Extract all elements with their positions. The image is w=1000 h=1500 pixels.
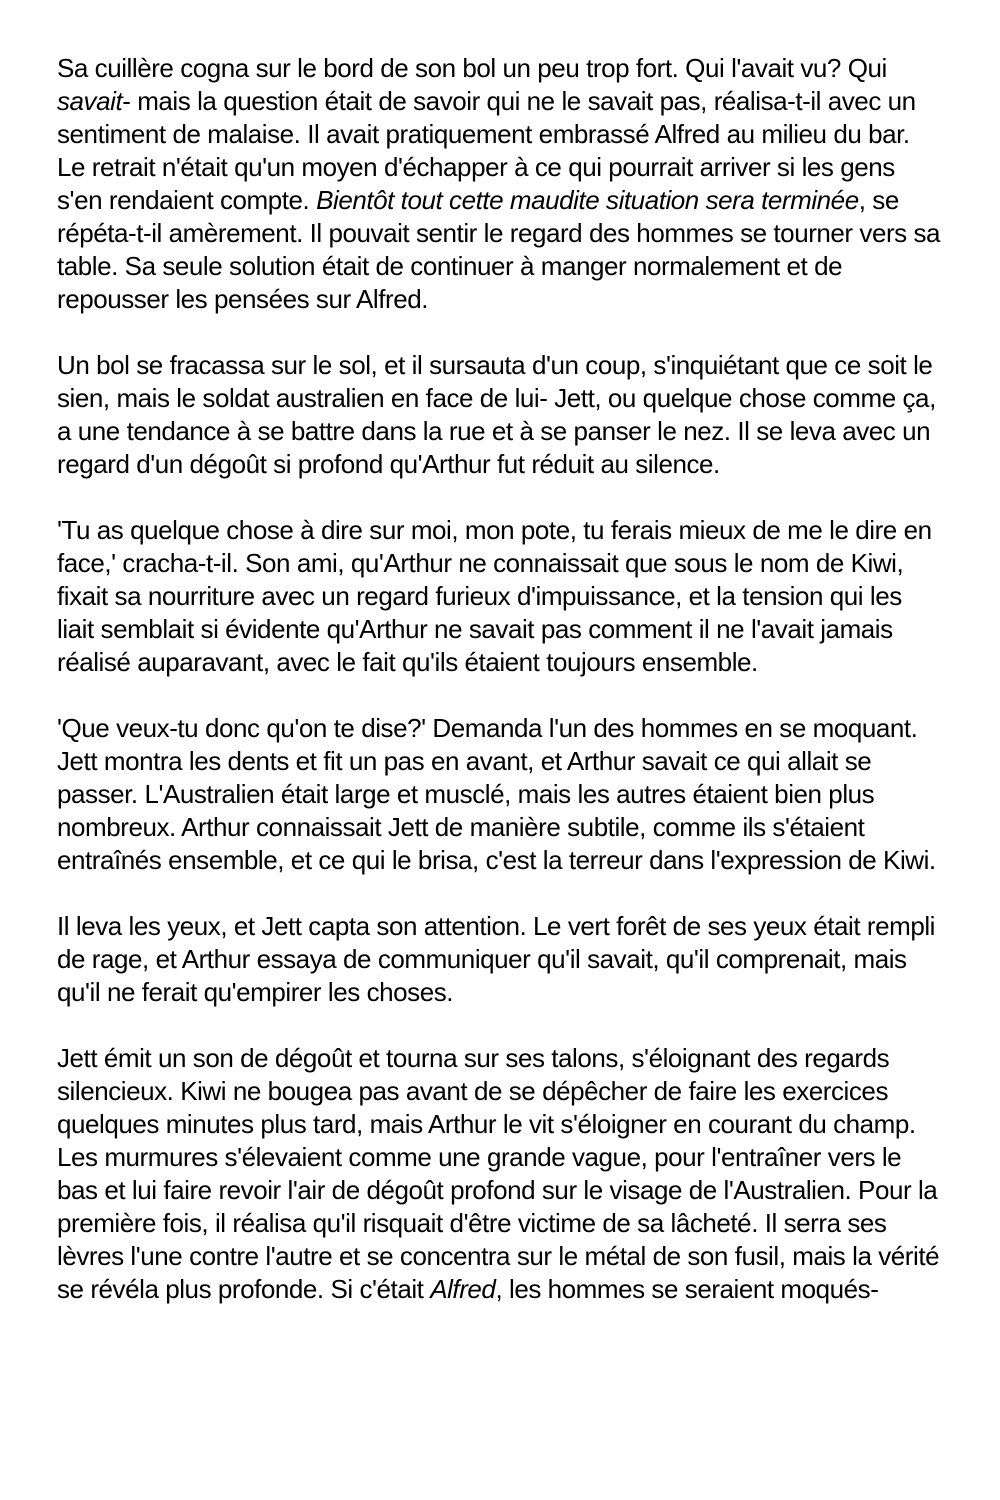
paragraph	[57, 349, 944, 481]
text-segment: 'Que veux-tu donc qu'on te dise?' Demanda l'un des hommes en se moquant. Jett montra les dents et fit un pas en avant, et Arthur savait ce qui allait se passer. L'Australien était large et musclé, mais les autres étaient bien plus nombreux. Arthur connaissait Jett de manière subtile, comme ils s'étaient entraînés ensemble, et ce qui le brisa, c'est la terreur dans l'expression de Kiwi.	[57, 713, 936, 875]
paragraph	[57, 514, 944, 679]
paragraph	[57, 52, 944, 316]
text-segment: , se répéta-t-il amèrement. Il pouvait sentir le regard des hommes se tourner vers sa table. Sa seule solution était de continuer à manger normalement et de repousser les pensées sur Alfred.	[57, 185, 941, 314]
paragraph	[57, 910, 944, 1009]
text-segment: Sa cuillère cogna sur le bord de son bol un peu trop fort. Qui l'avait vu? Qui	[57, 53, 887, 83]
text-segment: Jett émit un son de dégoût et tourna sur ses talons, s'éloignant des regards silencieux. Kiwi ne bougea pas avant de se dépêcher de faire les exercices quelques minutes plus tard, mais Arthur le vit s'éloigner en courant du champ. Les murmures s'élevaient comme une grande vague, pour l'entraîner vers le bas et lui faire revoir l'air de dégoût profond sur le visage de l'Australien. Pour la première fois, il réalisa qu'il risquait d'être victime de sa lâcheté. Il serra ses lèvres l'une contre l'autre et se concentra sur le métal de son fusil, mais la vérité se révéla plus profonde. Si c'était	[57, 1043, 940, 1304]
italic-text-segment: savait	[57, 86, 123, 116]
text-segment: 'Tu as quelque chose à dire sur moi, mon pote, tu ferais mieux de me le dire en face,' cracha-t-il. Son ami, qu'Arthur ne connaissait que sous le nom de Kiwi, fixait sa nourriture avec un regard furieux d'impuissance, et la tension qui les liait semblait si évidente qu'Arthur ne savait pas comment il ne l'avait jamais réalisé auparavant, avec le fait qu'ils étaient toujours ensemble.	[57, 515, 932, 677]
paragraph	[57, 1042, 944, 1306]
italic-text-segment: Alfred	[430, 1274, 496, 1304]
text-segment: Un bol se fracassa sur le sol, et il sursauta d'un coup, s'inquiétant que ce soit le sien, mais le soldat australien en face de lui- Jett, ou quelque chose comme ça, a une tendance à se battre dans la rue et à se panser le nez. Il se leva avec un regard d'un dégoût si profond qu'Arthur fut réduit au silence.	[57, 350, 936, 479]
text-segment: , les hommes se seraient moqués-	[495, 1274, 879, 1304]
paragraphs	[57, 52, 944, 1306]
italic-text-segment: Bientôt tout cette maudite situation sera terminée	[316, 185, 859, 215]
paragraph	[57, 712, 944, 877]
text-segment: - mais la question était de savoir qui ne le savait pas, réalisa-t-il avec un sentiment de malaise. Il avait pratiquement embrassé Alfred au milieu du bar. Le retrait n'était qu'un moyen d'échapper à ce qui pourrait arriver si les gens s'en rendaient compte.	[57, 86, 916, 215]
text-segment: Il leva les yeux, et Jett capta son attention. Le vert forêt de ses yeux était rempli de rage, et Arthur essaya de communiquer qu'il savait, qu'il comprenait, mais qu'il ne ferait qu'empirer les choses.	[57, 911, 936, 1007]
